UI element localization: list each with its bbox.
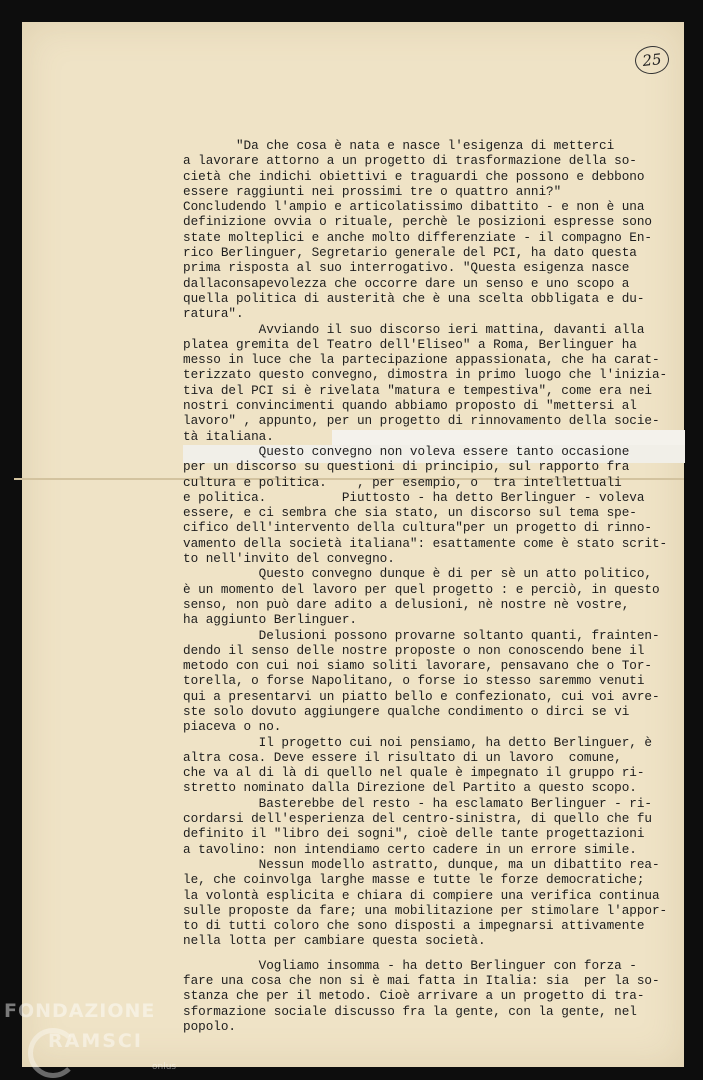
text-line: "Da che cosa è nata e nasce l'esigenza di metterci: [183, 138, 615, 153]
text-line: lavoro" , appunto, per un progetto di rinnovamento della socie-: [183, 413, 660, 429]
text-line: rico Berlinguer, Segretario generale del PCI, ha dato questa: [183, 245, 637, 261]
watermark-line-1: FONDAZIONE: [4, 1000, 156, 1022]
text-line: ratura".: [183, 306, 244, 322]
text-line: nostri convincimenti quando abbiamo proposto di "mettersi al: [183, 398, 637, 414]
text-line: cietà che indichi obiettivi e traguardi che possono e debbono: [183, 168, 645, 184]
text-line: piaceva o no.: [183, 719, 282, 735]
text-line: sformazione sociale discusso fra la gente, con la gente, nel: [183, 1003, 637, 1019]
text-line: Basterebbe del resto - ha esclamato Berlinguer - ri-: [183, 795, 652, 811]
text-line: Il progetto cui noi pensiamo, ha detto Berlinguer, è: [183, 734, 652, 750]
text-line: messo in luce che la partecipazione appassionata, che ha carat-: [183, 352, 660, 368]
text-line: terizzato questo convegno, dimostra in primo luogo che l'inizia-: [183, 367, 668, 383]
watermark-line-2: RAMSCI: [48, 1030, 143, 1052]
text-line: tà italiana.: [183, 428, 274, 444]
text-line: Questo convegno dunque è di per sè un atto politico,: [183, 566, 652, 582]
text-line: Vogliamo insomma - ha detto Berlinguer con forza -: [183, 957, 637, 973]
text-line: vamento della società italiana": esattamente come è stato scrit-: [183, 535, 668, 551]
text-line: state molteplici e anche molto differenziate - il compagno En-: [183, 229, 652, 245]
text-line: Concludendo l'ampio e articolatissimo dibattito - e non è una: [183, 199, 645, 215]
text-line: Nessun modello astratto, dunque, ma un dibattito rea-: [183, 856, 660, 872]
text-line: ha aggiunto Berlinguer.: [183, 612, 357, 628]
text-line: sulle proposte da fare; una mobilitazione per stimolare l'appor-: [183, 902, 668, 918]
text-line: e politica. Piuttosto - ha detto Berlinguer - voleva: [183, 489, 645, 505]
text-line: che va al di là di quello nel quale è impegnato il gruppo ri-: [183, 765, 645, 781]
text-line: platea gremita del Teatro dell'Eliseo" a Roma, Berlinguer ha: [183, 336, 637, 352]
text-line: tiva del PCI si è rivelata "matura e tempestiva", come era nei: [183, 382, 652, 398]
text-line: popolo.: [183, 1018, 236, 1034]
text-line: metodo con cui noi siamo soliti lavorare, pensavano che o Tor-: [183, 658, 652, 674]
text-line: Avviando il suo discorso ieri mattina, davanti alla: [183, 321, 645, 337]
text-line: definito il "libro dei sogni", cioè delle tante progettazioni: [183, 826, 645, 842]
watermark-g-logo-icon: [28, 1028, 78, 1078]
text-line: cordarsi dell'esperienza del centro-sinistra, di quello che fu: [183, 811, 652, 827]
text-line: definizione ovvia o rituale, perchè le posizioni espresse sono: [183, 214, 652, 230]
text-line: a lavorare attorno a un progetto di trasformazione della so-: [183, 153, 637, 169]
paragraph-gap: [183, 949, 683, 958]
text-line: essere raggiunti nei prossimi tre o quattro anni?": [183, 183, 562, 199]
text-line: essere, e ci sembra che sia stato, un discorso sul tema spe-: [183, 505, 637, 521]
text-line: fare una cosa che non si è mai fatta in Italia: sia per la so-: [183, 973, 660, 989]
text-line: stretto nominato dalla Direzione del Partito a questo scopo.: [183, 780, 637, 796]
text-line: stanza che per il metodo. Cioè arrivare a un progetto di tra-: [183, 988, 645, 1004]
text-line: per un discorso su questioni di principio, sul rapporto fra: [183, 459, 630, 475]
watermark-suffix: onlus: [152, 1062, 177, 1072]
text-line: to nell'invito del convegno.: [183, 551, 395, 567]
text-line: to di tutti coloro che sono disposti a impegnarsi attivamente: [183, 918, 645, 934]
text-line: la volontà esplicita e chiara di compiere una verifica continua: [183, 887, 660, 903]
typed-text-block: [183, 138, 683, 1034]
text-line: cifico dell'intervento della cultura"per un progetto di rinno-: [183, 520, 652, 536]
archive-watermark: [4, 1000, 204, 1075]
text-line: dallaconsapevolezza che occorre dare un senso e uno scopo a: [183, 275, 630, 291]
text-line: quella politica di austerità che è una scelta obbligata e du-: [183, 290, 645, 306]
text-line: cultura e politica. , per esempio, o tra intellettuali: [183, 474, 622, 490]
text-line: senso, non può dare adito a delusioni, nè nostre nè vostre,: [183, 596, 630, 612]
text-line: ste solo dovuto aggiungere qualche condimento o dirci se vi: [183, 703, 630, 719]
text-line: torella, o forse Napolitano, o forse io stesso saremmo venuti: [183, 673, 645, 689]
text-line: altra cosa. Deve essere il risultato di un lavoro comune,: [183, 749, 622, 765]
text-line: dendo il senso delle nostre proposte o non conoscendo bene il: [183, 642, 645, 658]
text-line: è un momento del lavoro per quel progetto : e perciò, in questo: [183, 581, 660, 597]
text-line: le, che coinvolga larghe masse e tutte le forze democratiche;: [183, 872, 645, 888]
page-number: 25: [634, 44, 671, 75]
text-line: nella lotta per cambiare questa società.: [183, 933, 486, 949]
text-line: Questo convegno non voleva essere tanto occasione: [183, 443, 630, 459]
text-line: prima risposta al suo interrogativo. "Questa esigenza nasce: [183, 260, 630, 276]
text-line: a tavolino: non intendiamo certo cadere in un errore simile.: [183, 841, 637, 857]
text-line: qui a presentarvi un piatto bello e confezionato, cui voi avre-: [183, 688, 660, 704]
text-line: Delusioni possono provarne soltanto quanti, frainten-: [183, 627, 660, 643]
